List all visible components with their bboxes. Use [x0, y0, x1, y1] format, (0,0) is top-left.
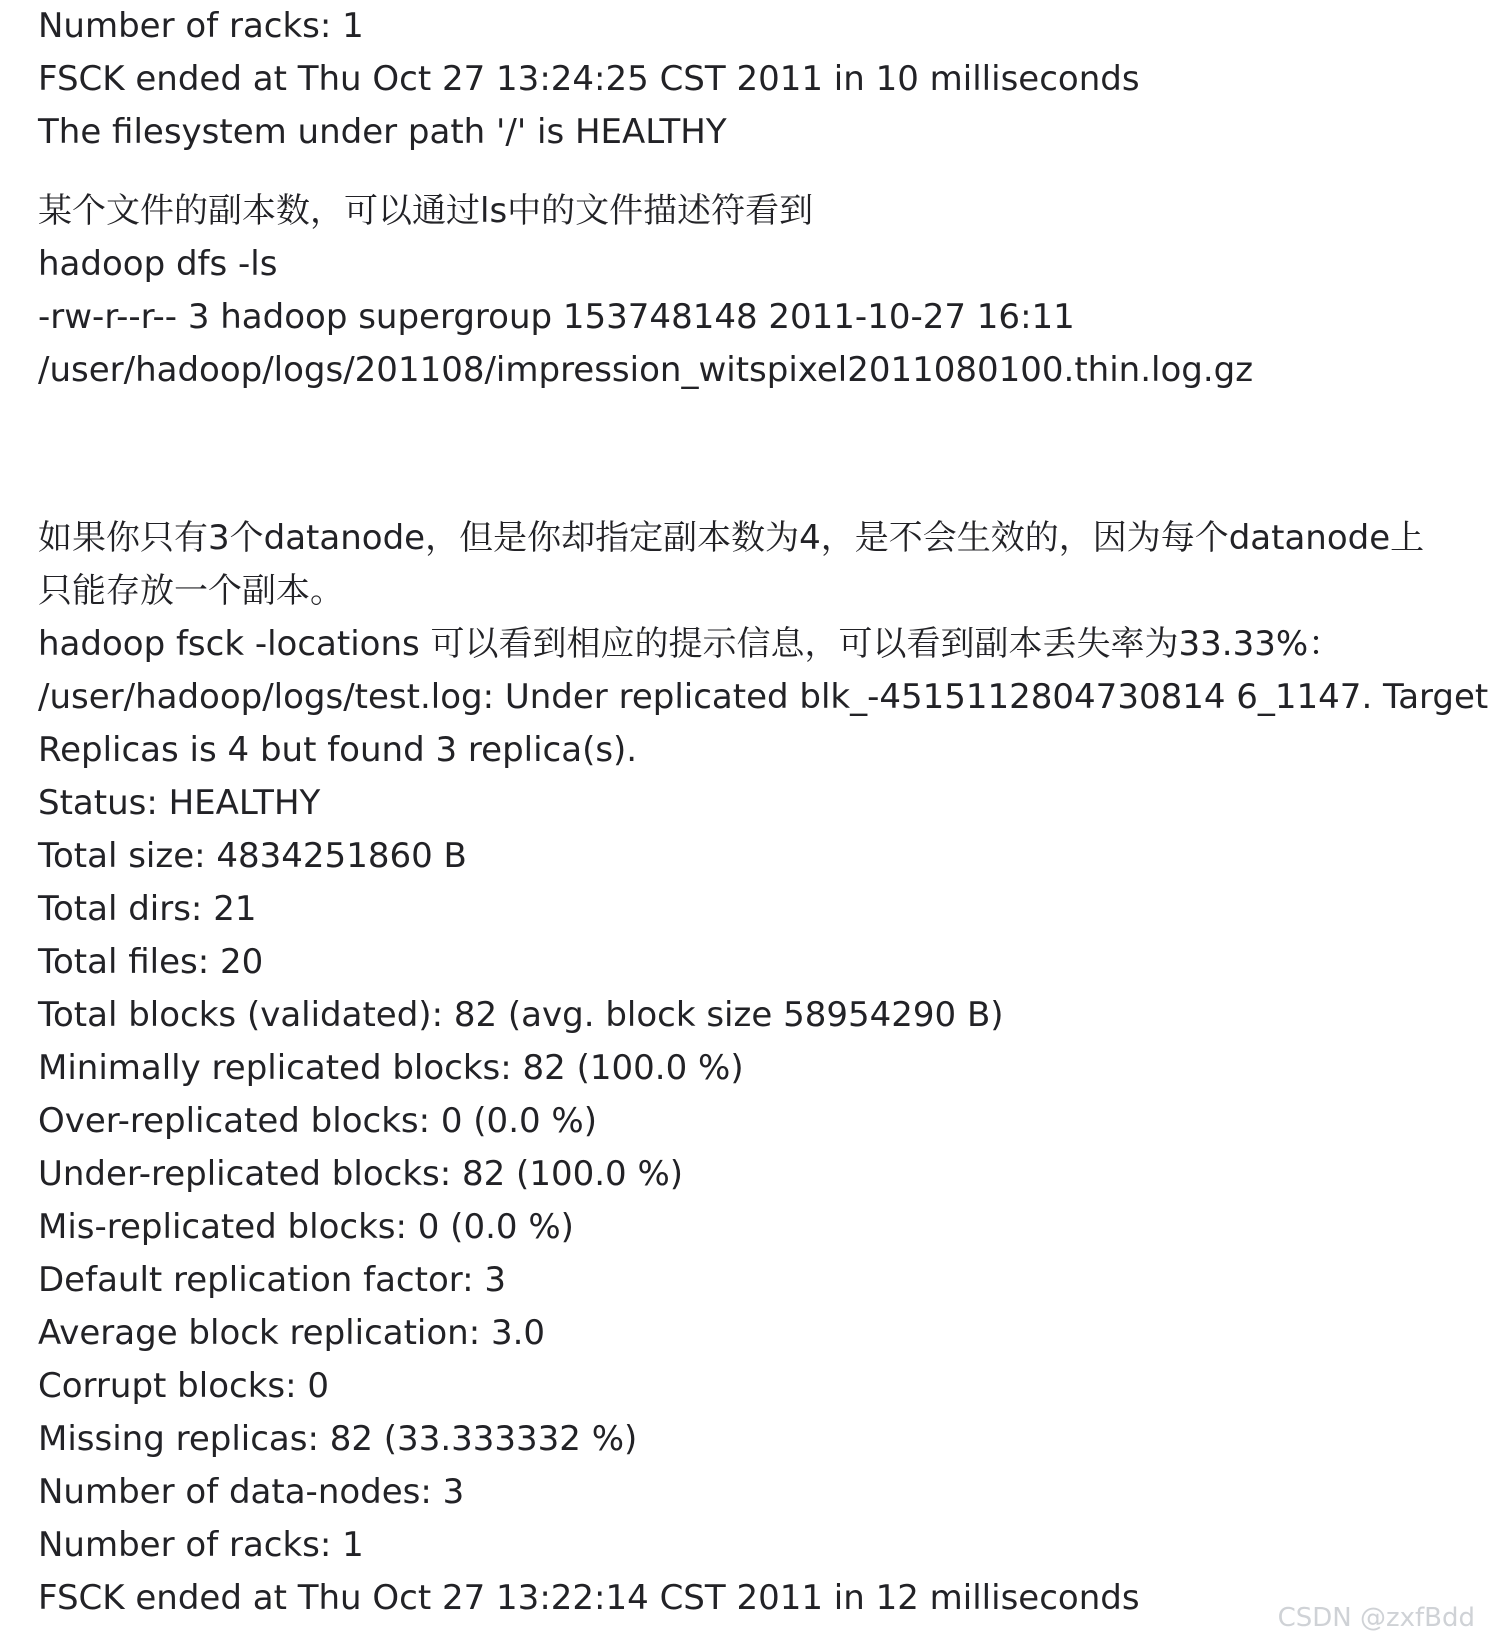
stat-line: Average block replication: 3.0: [38, 1313, 546, 1353]
file-path: /user/hadoop/logs/201108/impression_witspixel2011080100.thin.log.gz: [38, 350, 1254, 390]
stat-line: Minimally replicated blocks: 82 (100.0 %): [38, 1048, 744, 1088]
command-note: hadoop fsck -locations 可以看到相应的提示信息，可以看到副本丢失率为33.33%：: [38, 624, 1343, 664]
command-line: hadoop dfs -ls: [38, 244, 278, 284]
text-line: The filesystem under path '/' is HEALTHY: [38, 112, 727, 152]
stat-line: Number of data-nodes: 3: [38, 1472, 465, 1512]
stat-line: Under-replicated blocks: 82 (100.0 %): [38, 1154, 684, 1194]
article-body: [38, 0, 1489, 1625]
text-line: 某个文件的副本数，可以通过ls中的文件描述符看到: [38, 191, 814, 231]
text-line: -rw-r--r-- 3 hadoop supergroup 153748148 2011-10-27 16:11: [38, 297, 1075, 337]
stat-line: Number of racks: 1: [38, 1525, 364, 1565]
stat-line: Total size: 4834251860 B: [38, 836, 467, 876]
replication-explanation: [38, 512, 1489, 1625]
stat-line: Total dirs: 21: [38, 889, 257, 929]
stat-line: Mis-replicated blocks: 0 (0.0 %): [38, 1207, 574, 1247]
stat-line: Default replication factor: 3: [38, 1260, 507, 1300]
text-line: FSCK ended at Thu Oct 27 13:24:25 CST 2011 in 10 milliseconds: [38, 59, 1140, 99]
watermark: CSDN @zxfBdd: [1277, 1603, 1475, 1633]
stat-line: Total blocks (validated): 82 (avg. block size 58954290 B): [38, 995, 1004, 1035]
stat-line: FSCK ended at Thu Oct 27 13:22:14 CST 2011 in 12 milliseconds: [38, 1578, 1140, 1618]
stat-line: Missing replicas: 82 (33.333332 %): [38, 1419, 638, 1459]
paragraph-gap: [38, 397, 1468, 512]
ls-example: [38, 185, 1468, 397]
text-line: 如果你只有3个datanode，但是你却指定副本数为4，是不会生效的，因为每个datanode上: [38, 518, 1425, 558]
stat-line: Status: HEALTHY: [38, 783, 321, 823]
text-line: Number of racks: 1: [38, 6, 364, 46]
fsck-result-top: [38, 0, 1468, 159]
text-line: /user/hadoop/logs/test.log: Under replicated blk_-4515112804730814 6_1147. Target: [38, 677, 1489, 717]
text-line: 只能存放一个副本。: [38, 571, 344, 611]
paragraph-gap: [38, 159, 1468, 185]
stat-line: Over-replicated blocks: 0 (0.0 %): [38, 1101, 598, 1141]
stat-line: Total files: 20: [38, 942, 264, 982]
text-line: Replicas is 4 but found 3 replica(s).: [38, 730, 638, 770]
fsck-stats: [38, 777, 1468, 1625]
stat-line: Corrupt blocks: 0: [38, 1366, 329, 1406]
